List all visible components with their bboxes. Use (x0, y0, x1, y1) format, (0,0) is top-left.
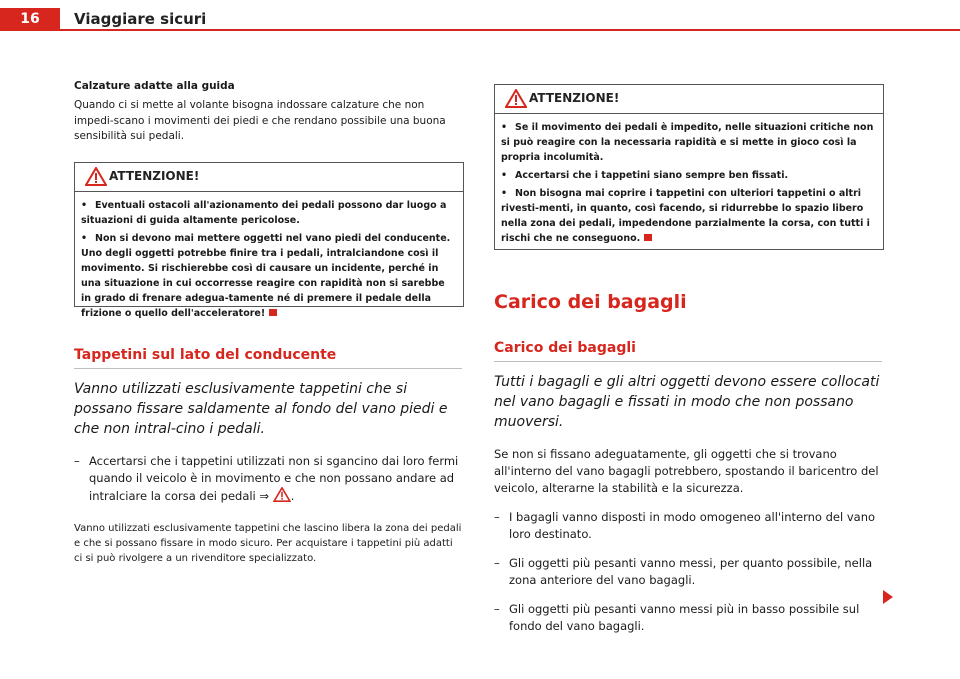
section-luggage (494, 340, 882, 635)
header-divider (0, 29, 960, 31)
list-item: – Accertarsi che i tappetini utilizzati non si sgancino dai loro fermi quando il veicolo è in movimento e che non possano andare ad intralciare la corsa dei pedali ⇒ . (74, 454, 459, 503)
warning-box-right (494, 84, 884, 250)
list-item: – I bagagli vanno disposti in modo omogeneo all'interno del vano loro destinato. (494, 510, 876, 541)
warning-item: • Se il movimento dei pedali è impedito, nelle situazioni critiche non si può reagire con la necessaria rapidità e si mette in gioco così la propria incolumità. (501, 122, 874, 163)
next-page-arrow-icon[interactable] (883, 590, 893, 604)
section-mats (74, 347, 462, 566)
section-mats-intro: Vanno utilizzati esclusivamente tappetini che si possano fissare saldamente al fondo del vano piedi e che non intral-cino i pedali. (74, 381, 448, 437)
warning-header (75, 163, 463, 192)
warning-item: • Non si devono mai mettere oggetti nel vano piedi del conducente. Uno degli oggetti potrebbe finire tra i pedali, intralciandone così il movimento. Si rischierebbe così di causare un incidente, perché in una situazione in cui occorresse reagire con rapidità non si sarebbe in grado di frenare adegua-tamente né di premere il pedale della frizione o quello dell'acceleratore! (81, 233, 451, 319)
warning-item: • Non bisogna mai coprire i tappetini con ulteriori tappetini o altri rivesti-menti, in quanto, così facendo, si ridurrebbe lo spazio libero nella zona dei pedali, impedendone parzialmente la corsa, con tutti i rischi che ne conseguono. (501, 188, 870, 244)
reference-arrow: ⇒ (259, 489, 270, 503)
list-item: – Gli oggetti più pesanti vanno messi più in basso possibile sul fondo del vano bagagli. (494, 602, 860, 633)
section-luggage-title: Carico dei bagagli (494, 340, 636, 356)
list-item: – Gli oggetti più pesanti vanno messi, per quanto possibile, nella zona anteriore del vano bagagli. (494, 556, 873, 587)
warning-item: • Eventuali ostacoli all'azionamento dei pedali possono dar luogo a situazioni di guida altamente pericolose. (81, 200, 447, 226)
section-mats-note: Vanno utilizzati esclusivamente tappetini che lascino libera la zona dei pedali e che si possano fissare in modo sicuro. Per acquistare i tappetini più adatti ci si può rivolgere a un rivenditore specializzato. (74, 523, 462, 564)
section-footwear (74, 80, 462, 145)
warning-triangle-icon (505, 89, 527, 112)
warning-item: • Accertarsi che i tappetini siano sempre ben fissati. (501, 170, 789, 181)
warning-body (495, 114, 883, 255)
page-header-title: Viaggiare sicuri (74, 10, 207, 28)
section-divider (494, 361, 882, 362)
end-mark-icon (644, 234, 652, 241)
section-mats-title: Tappetini sul lato del conducente (74, 347, 337, 363)
page-header (0, 0, 960, 30)
warning-header (495, 85, 883, 114)
warning-label: ATTENZIONE! (109, 169, 200, 183)
warning-triangle-icon (85, 167, 107, 190)
warning-triangle-icon (273, 487, 291, 502)
section-divider (74, 368, 462, 369)
warning-box-left (74, 162, 464, 319)
page-number: 16 (0, 8, 60, 30)
section-luggage-body: Se non si fissano adeguatamente, gli oggetti che si trovano all'interno del vano bagagli potrebbero, spostando il baricentro del veicolo, alterarne la stabilità e la sicurezza. (494, 447, 879, 495)
section-footwear-text: Quando ci si mette al volante bisogna indossare calzature che non impedi-scano i movimenti dei piedi e che rendano possibile una buona sensibilità sui pedali. (74, 99, 446, 142)
warning-body (75, 192, 463, 330)
chapter-title: Carico dei bagagli (494, 291, 687, 313)
end-mark-icon (269, 309, 277, 316)
section-luggage-intro: Tutti i bagagli e gli altri oggetti devono essere collocati nel vano bagagli e fissati in modo che non possano muoversi. (494, 374, 880, 430)
section-footwear-title: Calzature adatte alla guida (74, 80, 235, 92)
warning-label: ATTENZIONE! (529, 91, 620, 105)
